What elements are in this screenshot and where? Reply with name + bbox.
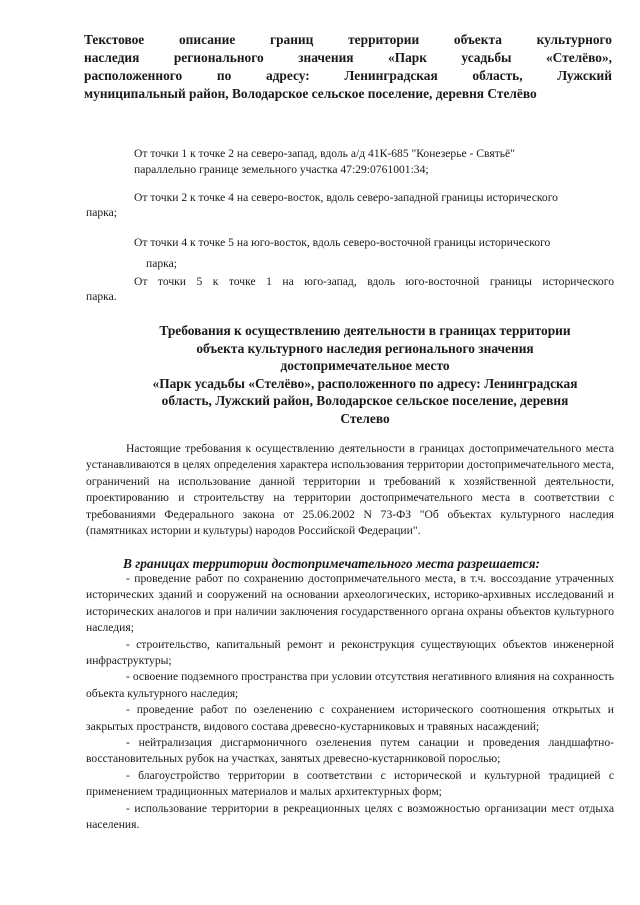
title-line: область, Лужский район, Володарское сельское поселение, деревня [161, 393, 569, 408]
intro-paragraph [86, 441, 614, 539]
list-item: - проведение работ по озеленению с сохранением исторического соотношения открытых и закрытых пространств, видового состава древесно-кустарниковых и травяных насаждений; [86, 703, 614, 733]
title-line: достопримечательное место [280, 358, 450, 373]
boundary-segment-4-5: От точки 4 к точке 5 на юго-восток, вдоль северо-восточной границы исторического [134, 236, 551, 249]
boundary-segment-4-5-cont: парка; [146, 257, 177, 270]
list-item: - благоустройство территории в соответствии с исторической и культурной традицией с применением традиционных материалов и малых архитектурных форм; [86, 768, 614, 799]
boundary-segment-2-4: От точки 2 к точке 4 на северо-восток, вдоль северо-западной границы исторического [134, 191, 558, 204]
title-line: наследия регионального значения «Парк усадьбы «Стелёво», [84, 50, 612, 65]
list-item: - строительство, капитальный ремонт и реконструкция существующих объектов инженерной инфраструктуры; [86, 637, 614, 668]
title-line: Стелево [340, 410, 390, 426]
title-line: «Парк усадьбы «Стелёво», расположенного по адресу: Ленинградская [152, 375, 578, 391]
requirements-title [100, 322, 630, 427]
list-item: - проведение работ по сохранению достопримечательного места, в т.ч. воссоздание утраченных исторических зданий и сооружений на основании археологических, историко-архивных исследований и исторических аналогов и при наличии заключения государственного органа охраны объектов культурного наследия; [86, 572, 614, 635]
intro-text: Настоящие требования к осуществлению деятельности в границах достопримечательного места устанавливаются в целях определения характера использования территории достопримечательного места, ограничений на использование данной территории и требований к хозяйственной деятельности, проектированию и строительству на территории достопримечательного места в соответствии с требованиями Федерального закона от 25.06.2002 N 73-ФЗ "Об объектах культурного наследия (памятниках истории и культуры) народов Российской Федерации". [86, 442, 614, 538]
title-line: Требования к осуществлению деятельности в границах территории [159, 323, 571, 338]
title-line: муниципальный район, Володарское сельское поселение, деревня Стелёво [84, 86, 537, 101]
title-line: Текстовое описание границ территории объекта культурного [84, 32, 612, 47]
boundary-segment-5-1: От точки 5 к точке 1 на юго-запад, вдоль юго-восточной границы исторического [134, 275, 614, 288]
title-line: расположенного по адресу: Ленинградская область, Лужский [84, 68, 612, 83]
list-item: - использование территории в рекреационных целях с возможностью организации мест отдыха населения. [86, 801, 614, 832]
boundary-segment-2-4-cont: парка; [86, 206, 117, 219]
allowed-list [86, 571, 614, 834]
list-item: - нейтрализация дисгармоничного озеленения путем санации и проведения ландшафтно-восстановительных рубок на участках, занятых древесно-кустарниковой порослью; [86, 736, 614, 766]
boundary-segment-1-2: От точки 1 к точке 2 на северо-запад, вдоль а/д 41К-685 "Конезерье - Святьё" [134, 147, 515, 160]
boundary-segment-1-2-cont: параллельно границе земельного участка 47:29:0761001:34; [134, 163, 429, 176]
allowed-heading: В границах территории достопримечательного места разрешается: [123, 556, 540, 571]
boundary-segment-5-1-cont: парка. [86, 290, 117, 303]
boundary-description-title [84, 31, 612, 103]
title-line: объекта культурного наследия регионального значения [196, 340, 534, 356]
list-item: - освоение подземного пространства при условии отсутствия негативного влияния на сохранность объекта культурного наследия; [86, 670, 614, 700]
